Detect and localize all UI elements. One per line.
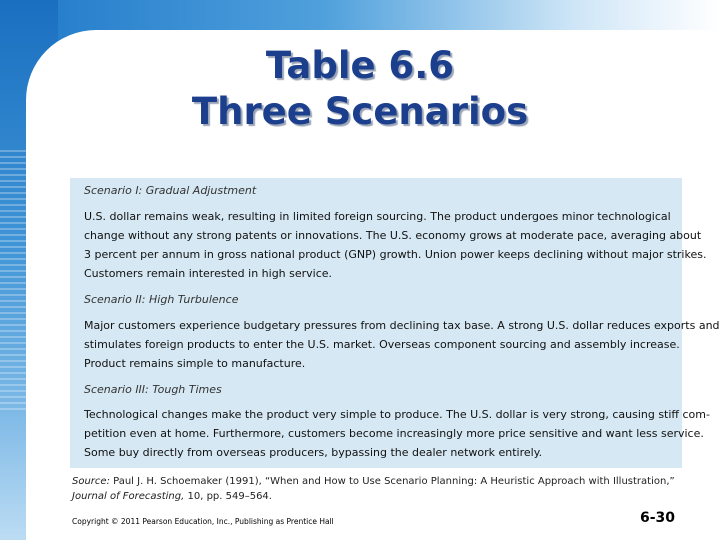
slide-title-line-1: Table 6.6 bbox=[265, 44, 455, 87]
scenario-1-line: change without any strong patents or innovations. The U.S. economy grows at moderate pace, averaging about bbox=[84, 229, 702, 242]
scenario-3-heading: Scenario III: Tough Times bbox=[84, 383, 222, 396]
scenario-3-line: petition even at home. Furthermore, customers become increasingly more price sensitive and want less service. bbox=[84, 427, 704, 440]
scenario-2-heading: Scenario II: High Turbulence bbox=[84, 293, 239, 306]
scenario-1-line: Customers remain interested in high service. bbox=[84, 267, 333, 280]
scenario-2-line: Product remains simple to manufacture. bbox=[84, 357, 306, 370]
source-prefix: Source: bbox=[72, 476, 110, 487]
scenario-1-line: U.S. dollar remains weak, resulting in limited foreign sourcing. The product undergoes minor technological bbox=[84, 210, 671, 223]
decorative-stripes bbox=[0, 150, 26, 410]
scenario-3-line: Technological changes make the product very simple to produce. The U.S. dollar is very strong, causing stiff com- bbox=[84, 408, 710, 421]
scenario-1-heading: Scenario I: Gradual Adjustment bbox=[84, 184, 257, 197]
scenario-1-line: 3 percent per annum in gross national product (GNP) growth. Union power keeps declining without major strikes. bbox=[84, 248, 707, 261]
source-citation bbox=[72, 474, 684, 504]
source-journal: Journal of Forecasting, bbox=[72, 491, 185, 502]
scenario-3-line: Some buy directly from overseas producers, bypassing the dealer network entirely. bbox=[84, 446, 543, 459]
slide-title-line-2: Three Scenarios bbox=[191, 90, 529, 133]
page-number: 6-30 bbox=[640, 510, 676, 526]
source-text: Paul J. H. Schoemaker (1991), “When and How to Use Scenario Planning: A Heuristic Approach with Illustration,” bbox=[113, 476, 675, 487]
scenario-2-line: stimulates foreign products to enter the U.S. market. Overseas component sourcing and assembly increase. bbox=[84, 338, 680, 351]
scenario-2-line: Major customers experience budgetary pressures from declining tax base. A strong U.S. dollar reduces exports and bbox=[84, 319, 720, 332]
source-citation-details: 10, pp. 549–564. bbox=[187, 491, 272, 502]
copyright-notice: Copyright © 2011 Pearson Education, Inc., Publishing as Prentice Hall bbox=[72, 517, 334, 526]
